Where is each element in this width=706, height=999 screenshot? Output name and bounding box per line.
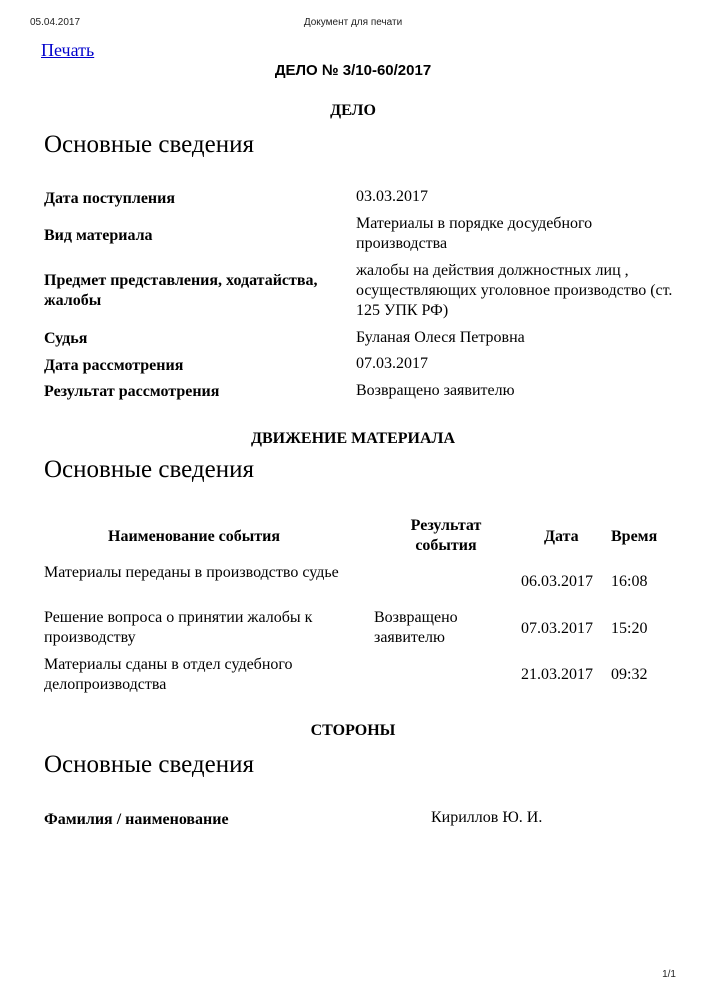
field-value-material-type: Материалы в порядке досудебного производства: [356, 215, 593, 252]
field-value-judge: Буланая Олеся Петровна: [356, 329, 525, 346]
event-date: 21.03.2017: [521, 666, 593, 683]
case-number: ДЕЛО № 3/10-60/2017: [274, 62, 432, 79]
section-title-movement: ДВИЖЕНИЕ МАТЕРИАЛА: [250, 430, 456, 447]
event-name: Материалы переданы в производство судье: [44, 564, 339, 581]
column-header-time: Время: [611, 528, 658, 545]
print-date: 05.04.2017: [30, 17, 81, 28]
print-title: Документ для печати: [303, 17, 403, 28]
event-result: Возвращено заявителю: [374, 609, 458, 646]
event-date: 06.03.2017: [521, 573, 593, 590]
field-label-judge: Судья: [44, 330, 88, 347]
party-name-value: Кириллов Ю. И.: [431, 809, 543, 826]
parties-heading: Основные сведения: [44, 751, 254, 778]
event-name: Решение вопроса о принятии жалобы к производству: [44, 609, 313, 646]
event-time: 15:20: [611, 620, 648, 637]
print-link[interactable]: Печать: [41, 40, 95, 60]
section-title-parties: СТОРОНЫ: [310, 722, 396, 739]
field-label-subject: Предмет представления, ходатайства, жалобы: [44, 272, 318, 309]
field-label-material-type: Вид материала: [44, 227, 153, 244]
event-name: Материалы сданы в отдел судебного делопроизводства: [44, 656, 293, 693]
field-value-review-result: Возвращено заявителю: [356, 382, 515, 399]
event-time: 16:08: [611, 573, 648, 590]
field-value-received-date: 03.03.2017: [356, 188, 428, 205]
field-label-received-date: Дата поступления: [44, 190, 176, 207]
event-date: 07.03.2017: [521, 620, 593, 637]
movement-heading: Основные сведения: [44, 456, 254, 483]
case-heading: Основные сведения: [44, 131, 254, 158]
field-value-subject: жалобы на действия должностных лиц , осуществляющих уголовное производство (ст. 125 УПК РФ): [356, 262, 673, 319]
page-number: 1/1: [662, 969, 676, 980]
section-title-case: ДЕЛО: [330, 102, 376, 119]
column-header-date: Дата: [544, 528, 579, 545]
event-time: 09:32: [611, 666, 648, 683]
field-label-review-date: Дата рассмотрения: [44, 357, 184, 374]
column-header-result: Результат события: [410, 517, 482, 554]
party-name-label: Фамилия / наименование: [44, 811, 229, 828]
field-label-review-result: Результат рассмотрения: [44, 383, 220, 400]
column-header-event: Наименование события: [108, 528, 280, 545]
field-value-review-date: 07.03.2017: [356, 355, 428, 372]
